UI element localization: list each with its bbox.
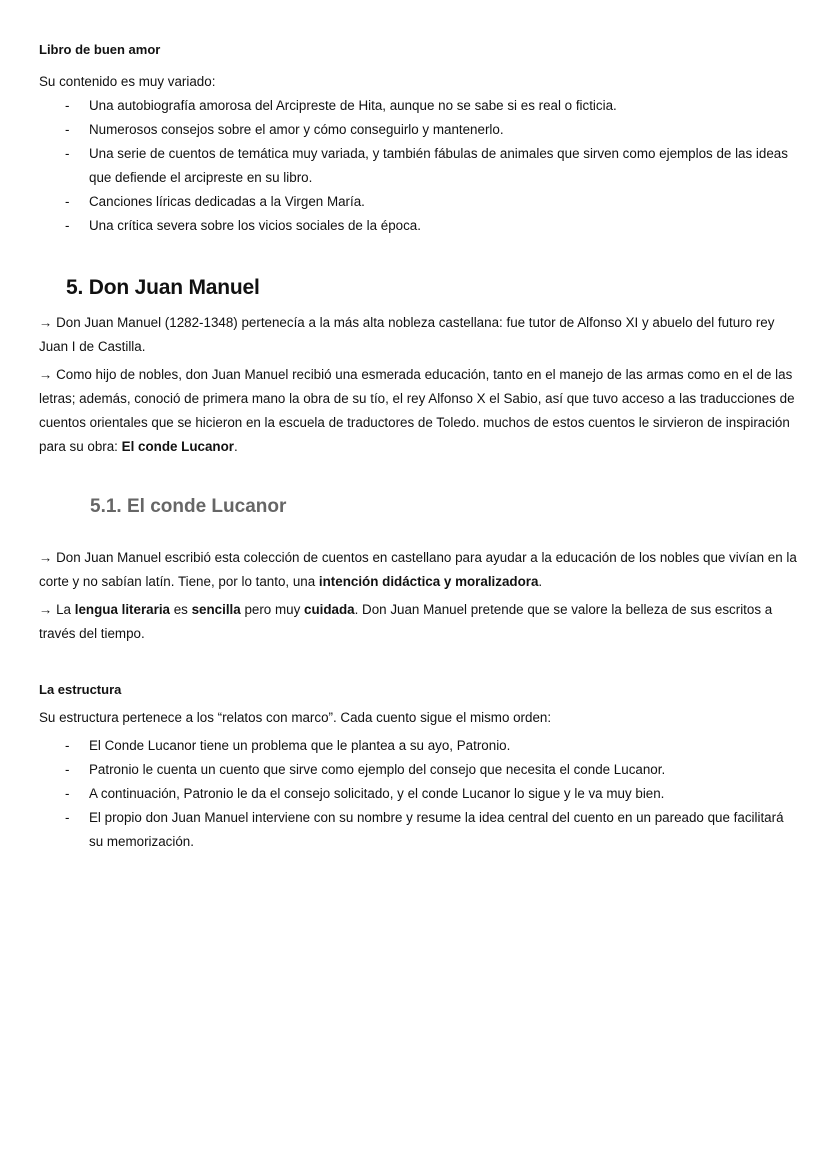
paragraph: → Don Juan Manuel escribió esta colección de cuentos en castellano para ayudar a la educación de los nobles que vivían en la corte y no sabían latín. Tiene, por lo tanto, una intención didáctica y moralizadora. bbox=[39, 550, 797, 589]
paragraph: → Como hijo de nobles, don Juan Manuel recibió una esmerada educación, tanto en el manejo de las armas como en el de las letras; además, conoció de primera mano la obra de su tío, el rey Alfonso X el Sabio, así que tuvo acceso a las traducciones de cuentos orientales que se hicieron en la escuela de traductores de Toledo. muchos de estos cuentos le sirvieron de inspiración para su obra: El conde Lucanor. bbox=[39, 367, 795, 454]
estructura-title: La estructura bbox=[39, 682, 122, 697]
list-item: - Una crítica severa sobre los vicios sociales de la época. bbox=[65, 218, 421, 233]
list-item: - Numerosos consejos sobre el amor y cómo conseguirlo y mantenerlo. bbox=[65, 122, 504, 137]
list-item: - A continuación, Patronio le da el consejo solicitado, y el conde Lucanor lo sigue y le va muy bien. bbox=[65, 786, 665, 801]
estructura-intro: Su estructura pertenece a los “relatos con marco”. Cada cuento sigue el mismo orden: bbox=[39, 710, 552, 725]
list-item: - Canciones líricas dedicadas a la Virgen María. bbox=[65, 194, 365, 209]
paragraph: → Don Juan Manuel (1282-1348) pertenecía a la más alta nobleza castellana: fue tutor de Alfonso XI y abuelo del futuro rey Juan I de Castilla. bbox=[39, 315, 775, 354]
subsection-heading: 5.1. El conde Lucanor bbox=[90, 496, 287, 517]
libro-intro: Su contenido es muy variado: bbox=[39, 74, 216, 89]
section-heading: 5. Don Juan Manuel bbox=[66, 276, 260, 299]
paragraph: → La lengua literaria es sencilla pero muy cuidada. Don Juan Manuel pretende que se valore la belleza de sus escritos a través del tiempo. bbox=[39, 602, 773, 641]
list-item: - El Conde Lucanor tiene un problema que le plantea a su ayo, Patronio. bbox=[65, 738, 511, 753]
list-item: - El propio don Juan Manuel interviene con su nombre y resume la idea central del cuento en un pareado que facilitará su memorización. bbox=[65, 810, 784, 849]
estructura-list bbox=[39, 734, 799, 854]
list-item: - Una serie de cuentos de temática muy variada, y también fábulas de animales que sirven como ejemplos de las ideas que defiende el arcipreste en su libro. bbox=[65, 146, 788, 185]
list-item: - Patronio le cuenta un cuento que sirve como ejemplo del consejo que necesita el conde Lucanor. bbox=[65, 762, 666, 777]
libro-list bbox=[39, 94, 799, 238]
list-item: - Una autobiografía amorosa del Arcipreste de Hita, aunque no se sabe si es real o ficticia. bbox=[65, 98, 617, 113]
libro-title: Libro de buen amor bbox=[39, 42, 161, 57]
